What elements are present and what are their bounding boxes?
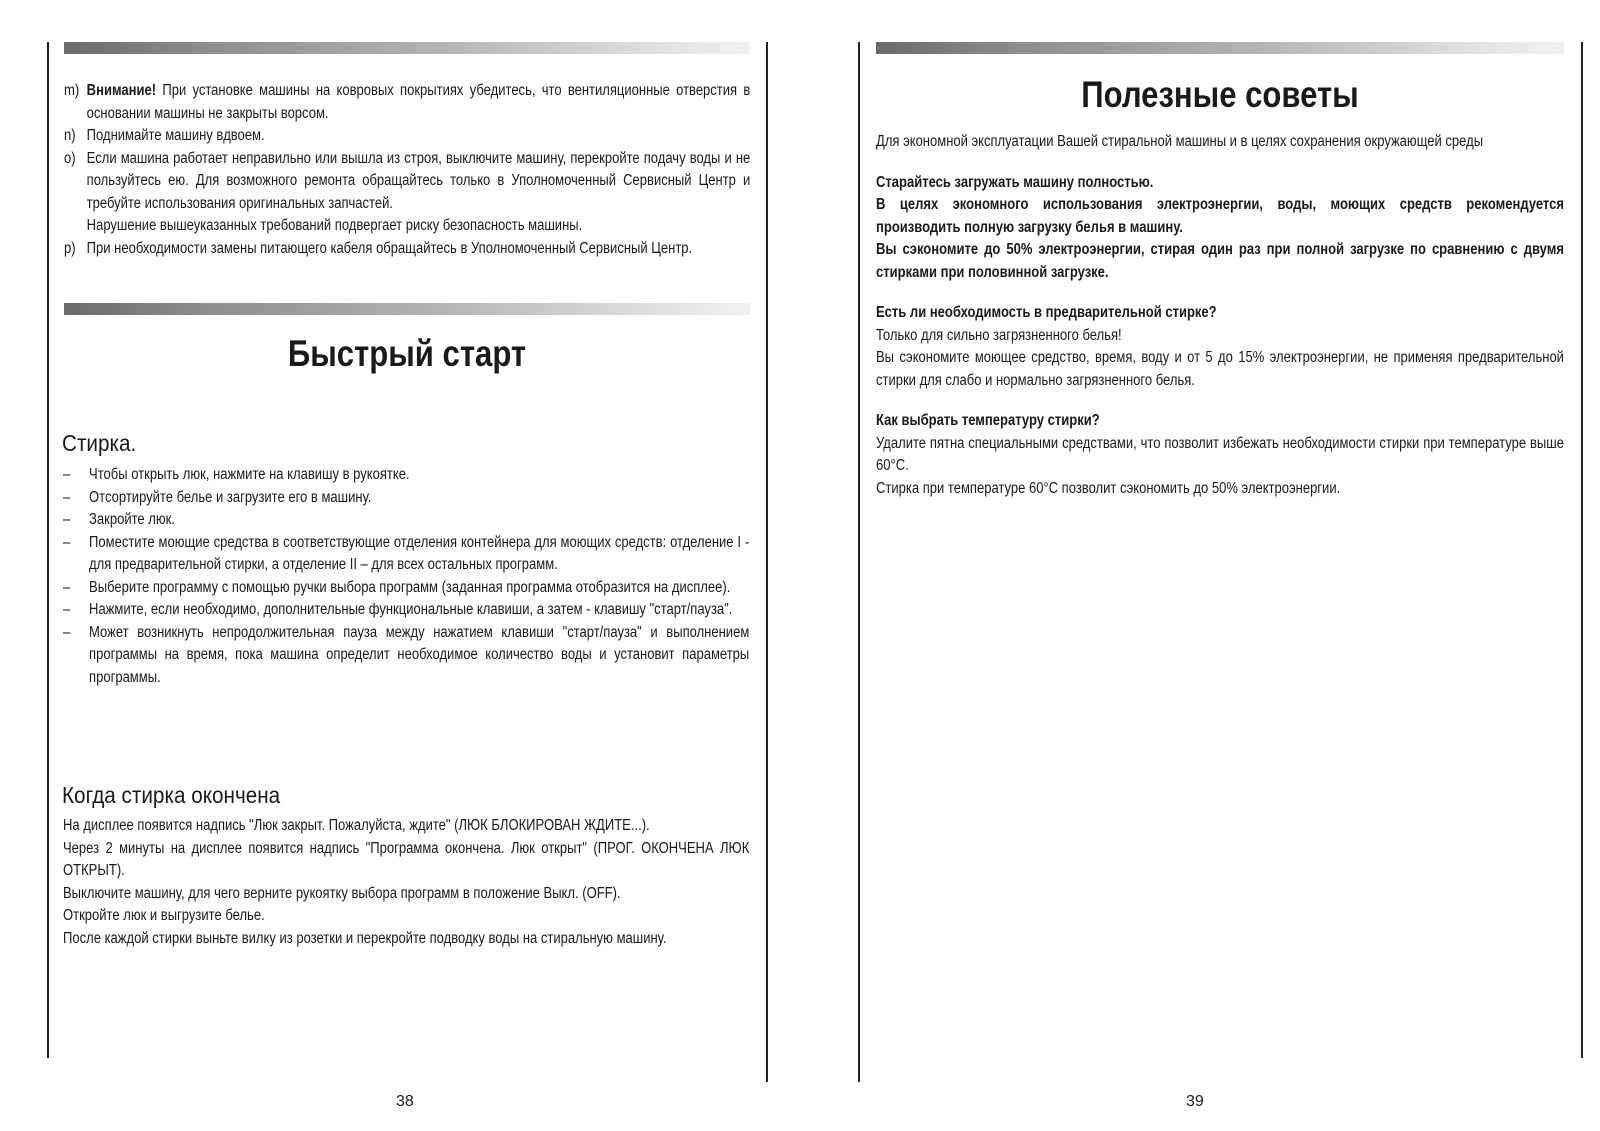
tip-text: Удалите пятна специальными средствами, что позволит избежать необходимости стирки при температуре выше 60°C. (876, 434, 1564, 474)
note-text: Поднимайте машину вдвоем. (86, 127, 265, 144)
step-text: Закройте люк. (89, 511, 175, 528)
note-item (64, 238, 750, 261)
instruction-line: Через 2 минуты на дисплее появится надпись "Программа окончена. Люк открыт" (ПРОГ. ОКОНЧЕНА ЛЮК ОТКРЫТ). (63, 839, 750, 879)
list-item (63, 509, 749, 532)
step-text: Чтобы открыть люк, нажмите на клавишу в рукоятке. (89, 466, 410, 483)
note-marker: o) (64, 149, 76, 167)
right-page (800, 0, 1600, 1131)
right-page-left-rule (858, 42, 860, 1082)
list-item (63, 464, 749, 487)
note-lead: Внимание! (86, 82, 157, 99)
tip-block (876, 172, 1564, 285)
note-text (87, 80, 751, 125)
dash-marker: – (63, 533, 71, 551)
tip-heading: Как выбрать температуру стирки? (876, 412, 1100, 429)
note-marker (64, 215, 87, 238)
instruction-line: Выключите машину, для чего верните рукоятку выбора программ в положение Выкл. (OFF). (63, 884, 621, 902)
note-marker: m) (64, 82, 80, 99)
tip-bold-text: Вы сэкономите до 50% электроэнергии, стирая один раз при полной загрузке по сравнению с двумя стирками при половинной загрузке. (876, 241, 1564, 281)
tip-block (876, 302, 1564, 392)
tip-bold-text: В целях экономного использования электроэнергии, воды, моющих средств рекомендуется производить полную загрузку белья в машину. (876, 196, 1564, 236)
tip-heading: Есть ли необходимость в предварительной стирке? (876, 304, 1217, 321)
section-bar-top-right (876, 42, 1564, 54)
tip-text: Только для сильно загрязненного белья! (876, 326, 1122, 344)
section-bar-top (64, 42, 750, 54)
page-title-quick-start: Быстрый старт (287, 333, 527, 374)
instruction-line: На дисплее появится надпись "Люк закрыт. Пожалуйста, ждите" (ЛЮК БЛОКИРОВАН ЖДИТЕ...). (63, 817, 650, 834)
note-text: Нарушение вышеуказанных требований подвергает риску безопасность машины. (86, 217, 583, 234)
page-number: 39 (1186, 1093, 1204, 1110)
instruction-line: Откройте люк и выгрузите белье. (63, 907, 265, 924)
safety-notes (64, 80, 750, 260)
washing-heading: Стирка. (62, 430, 137, 456)
tip-heading: Старайтесь загружать машину полностью. (876, 173, 1154, 191)
finished-instructions (63, 815, 749, 950)
tip-text: Вы сэкономите моющее средство, время, воду и от 5 до 15% электроэнергии, не применяя предварительной стирки для слабо и нормально загрязненного белья. (876, 349, 1564, 389)
note-item (64, 80, 750, 125)
finished-heading: Когда стирка окончена (62, 782, 281, 808)
note-item (64, 215, 750, 238)
list-item (63, 487, 749, 510)
dash-marker: – (63, 488, 71, 506)
step-text: Поместите моющие средства в соответствующие отделения контейнера для моющих средств: отделение I - для предварительной стирки, а отделение II – для всех остальных программ. (89, 533, 750, 573)
note-text: Если машина работает неправильно или вышла из строя, выключите машину, перекройте подачу воды и не пользуйтесь ею. Для возможного ремонта обращайтесь только в Уполномоченный Сервисный Центр и требуйте использования оригинальных запчастей. (86, 149, 751, 212)
list-item (63, 599, 749, 622)
tip-text: Стирка при температуре 60°C позволит сэкономить до 50% электроэнергии. (876, 479, 1341, 497)
intro-text: Для экономной эксплуатации Вашей стиральной машины и в целях сохранения окружающей среды (876, 133, 1484, 150)
washing-steps (63, 464, 749, 689)
step-text: Может возникнуть непродолжительная пауза между нажатием клавиши "старт/пауза" и выполнением программы на время, пока машина определит необходимое количество воды и установит параметры программы. (89, 623, 750, 686)
instruction-line: После каждой стирки выньте вилку из розетки и перекройте подводку воды на стиральную машину. (63, 929, 667, 947)
tips-body (876, 131, 1564, 500)
tip-block (876, 410, 1564, 500)
note-item (64, 125, 750, 148)
page-title-tips: Полезные советы (1081, 74, 1359, 115)
dash-marker: – (63, 578, 71, 596)
page-number: 38 (396, 1093, 414, 1110)
list-item (63, 577, 749, 600)
step-text: Выберите программу с помощью ручки выбора программ (заданная программа отобразится на дисплее). (89, 578, 731, 596)
section-bar-quick-start (64, 303, 750, 315)
step-text: Нажмите, если необходимо, дополнительные функциональные клавиши, а затем - клавишу "старт/пауза". (89, 601, 733, 618)
left-margin-rule (47, 42, 49, 1058)
dash-marker: – (63, 601, 71, 618)
dash-marker: – (63, 466, 71, 483)
note-marker: n) (64, 127, 76, 144)
list-item (63, 532, 749, 577)
note-text: При необходимости замены питающего кабеля обращайтесь в Уполномоченный Сервисный Центр. (86, 239, 693, 257)
step-text: Отсортируйте белье и загрузите его в машину. (89, 488, 372, 506)
list-item (63, 622, 749, 690)
note-item (64, 148, 750, 216)
left-page-right-rule (766, 42, 768, 1082)
note-marker: p) (64, 239, 76, 257)
dash-marker: – (63, 623, 71, 641)
dash-marker: – (63, 511, 71, 528)
right-margin-rule (1581, 42, 1583, 1058)
note-body: При установке машины на ковровых покрытиях убедитесь, что вентиляционные отверстия в основании машины не закрыты ворсом. (86, 82, 751, 122)
